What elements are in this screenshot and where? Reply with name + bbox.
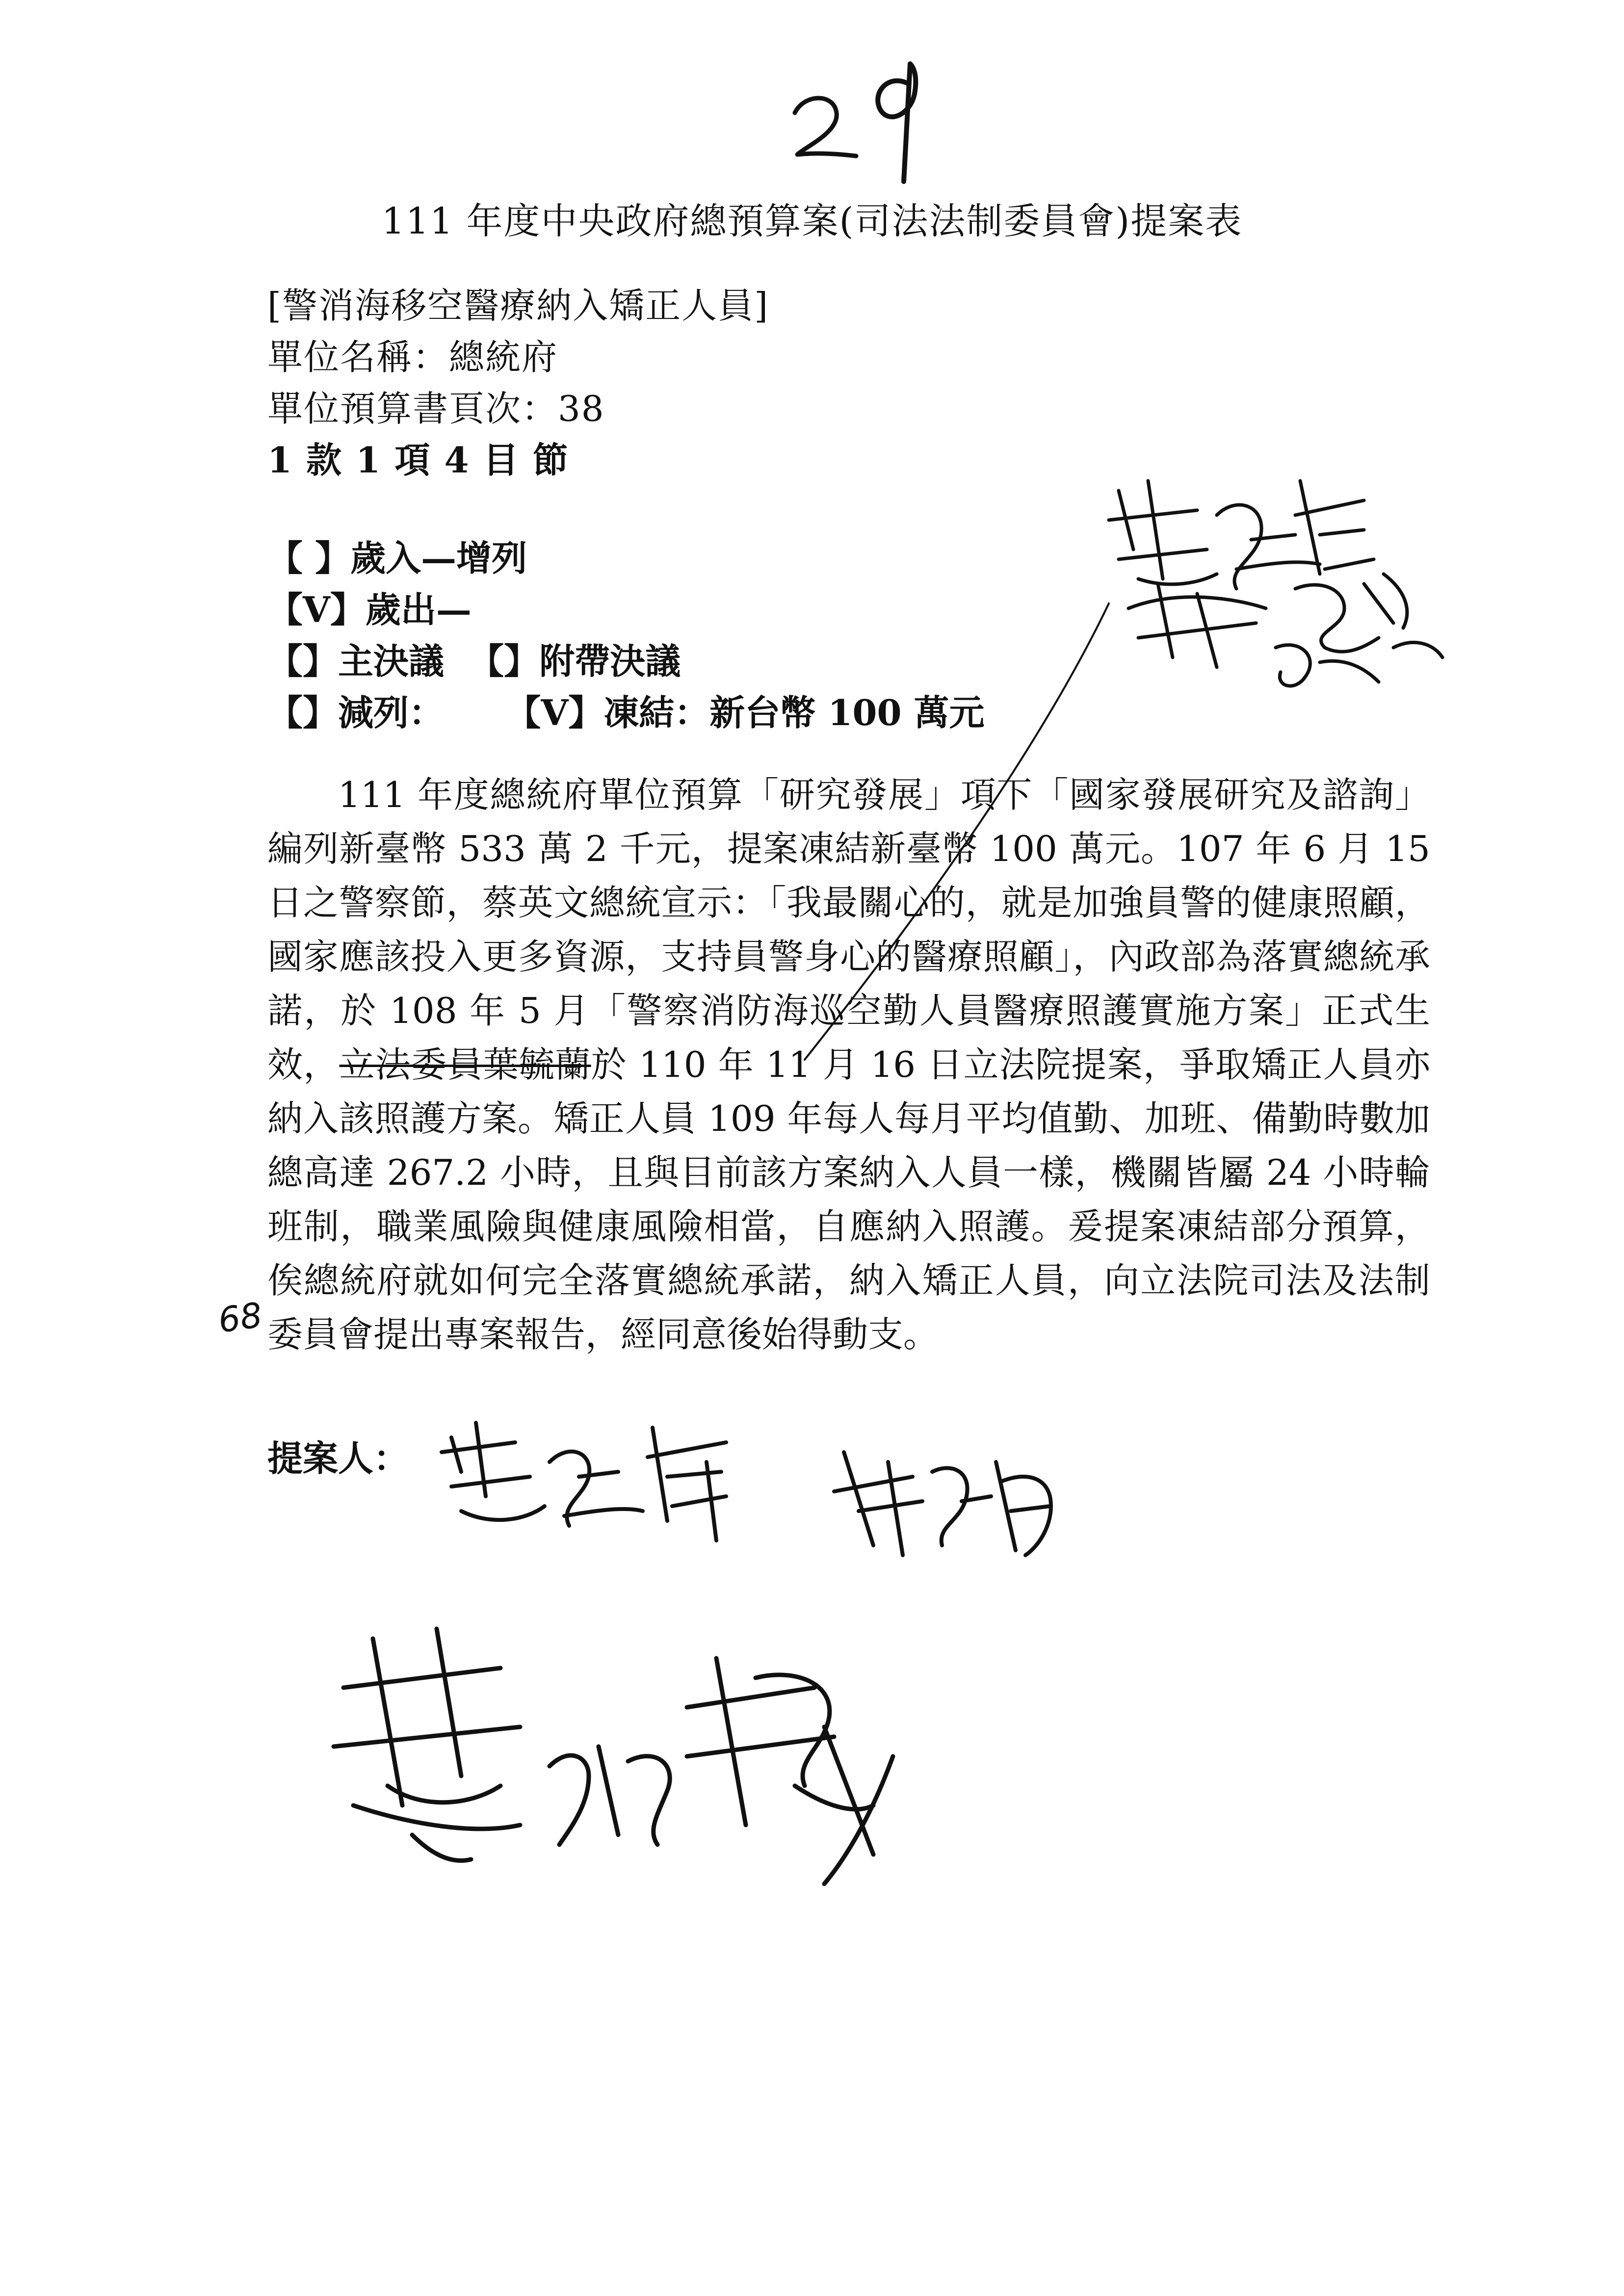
revenue-option: [267, 530, 527, 581]
signature-top-right: [1089, 461, 1462, 716]
cut-freeze-options: [267, 684, 985, 735]
revenue-checkbox: 【 】: [267, 537, 351, 579]
main-resolution-label: 主決議: [338, 640, 445, 682]
page-title: 111 年度中央政府總預算案(司法法制委員會)提案表: [381, 200, 1243, 242]
page-number-handwritten: [775, 54, 971, 167]
cut-label: 減列：: [338, 692, 445, 733]
signature-proposer-3: [314, 1599, 1001, 1904]
main-resolution-checkbox: 【】: [267, 640, 339, 682]
subject-line: [警消海移空醫療納入矯正人員]: [267, 285, 769, 326]
side-resolution-checkbox: 【】: [469, 640, 540, 682]
section-line: 1 款 1 項 4 目 節: [267, 439, 569, 481]
expenditure-option: [267, 581, 471, 632]
revenue-label: 歲入—增列: [350, 537, 527, 579]
unit-name: 單位名稱：總統府: [267, 337, 558, 378]
signature-proposer-2: [814, 1433, 1089, 1570]
margin-note-68: 68: [215, 1295, 265, 1341]
body-part-2: 於 110 年 11 月 16 日立法院提案，爭取矯正人員亦納入該照護方案。矯正人員 109 年每人每月平均值勤、加班、備勤時數加總高達 267.2 小時，且與目前該方案納入人員一樣，機關皆屬 24 小時輪班制，職業風險與健康風險相當，自應納入照護。爰提案凍結部分預算，俟總統府就如何完全落實總統承諾，納入矯正人員，向立法院司法及法制委員會提出專案報告，經同意後始得動支。: [267, 1044, 1430, 1355]
body-part-1: 111 年度總統府單位預算「研究發展」項下「國家發展研究及諮詢」編列新臺幣 533 萬 2 千元，提案凍結新臺幣 100 萬元。107 年 6 月 15 日之警察節，蔡英文總統宣示：「我最關心的，就是加強員警的健康照顧，國家應該投入更多資源，支持員警身心的醫療照顧」，內政部為落實總統承諾，於 108 年 5 月「警察消防海巡空勤人員醫療照護實施方案」正式生效，: [267, 774, 1430, 1085]
proposer-label: 提案人：: [267, 1437, 409, 1479]
resolution-options: [267, 633, 681, 684]
side-resolution-label: 附帶決議: [539, 640, 681, 682]
freeze-checkbox: 【V】: [505, 692, 604, 733]
proposal-body: [267, 768, 1430, 1361]
struck-text: 立法委員葉毓蘭: [339, 1044, 591, 1085]
budget-page: 單位預算書頁次：38: [267, 388, 605, 429]
signature-proposer-1: [432, 1413, 785, 1560]
expenditure-checkbox: 【V】: [267, 589, 366, 630]
expenditure-label: 歲出—: [365, 589, 471, 630]
freeze-label: 凍結：新台幣 100 萬元: [603, 692, 985, 733]
cut-checkbox: 【】: [267, 692, 339, 733]
